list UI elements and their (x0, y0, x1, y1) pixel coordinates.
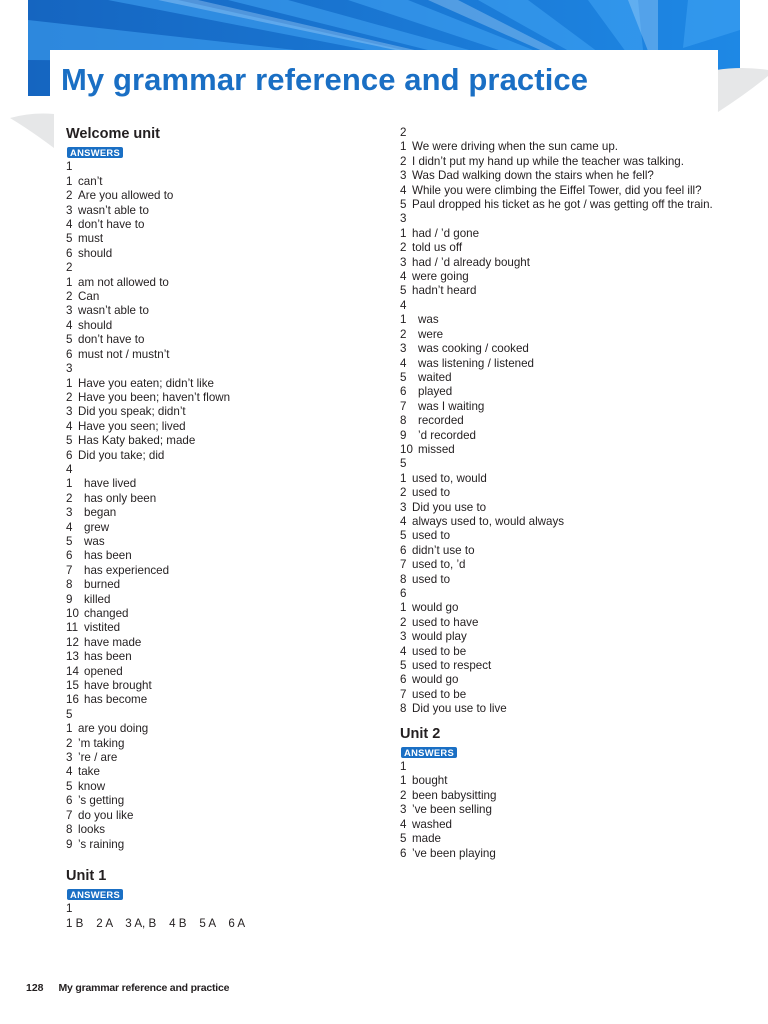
answer-item-text: ’ve been playing (412, 846, 496, 860)
answer-item (66, 693, 366, 707)
answer-item-number: 6 (66, 448, 73, 462)
answer-item-text: wasn’t able to (78, 203, 149, 217)
answer-item-number: 2 (400, 241, 407, 255)
answer-item-number: 2 (400, 327, 407, 341)
exercise-number: 5 (66, 707, 73, 721)
answer-item-number: 5 (66, 534, 73, 548)
answer-item-text: vistited (84, 621, 121, 635)
answer-item-number: 5 (66, 333, 73, 347)
unit-2-heading: Unit 2 (400, 725, 441, 742)
answer-item-number: 1 (66, 376, 73, 390)
unit-1-heading: Unit 1 (66, 867, 107, 884)
answer-item (400, 832, 730, 846)
answer-item (400, 414, 730, 428)
answer-item-number: 9 (66, 837, 73, 851)
answer-item-number: 1 (400, 226, 407, 240)
answer-item-number: 5 (400, 659, 407, 673)
answer-item-number: 3 (66, 751, 73, 765)
answer-item (400, 400, 730, 414)
answer-item (400, 673, 730, 687)
answer-item-number: 3 (66, 203, 73, 217)
answer-item (66, 204, 366, 218)
answer-item (400, 429, 730, 443)
answer-item-number: 15 (66, 679, 79, 693)
page-number: 128 (26, 982, 44, 994)
answer-item (66, 737, 366, 751)
answer-item (400, 601, 730, 615)
answer-item-text: would play (412, 630, 467, 644)
answer-item (66, 247, 366, 261)
answer-item-number: 6 (66, 347, 73, 361)
answer-item-text: should (78, 318, 113, 332)
answer-item-number: 5 (66, 232, 73, 246)
answer-item-text: Did you use to (412, 500, 487, 514)
answer-item-number: 2 (400, 486, 407, 500)
answer-item (66, 549, 366, 563)
answer-item-text: used to have (412, 615, 479, 629)
answer-item-text: We were driving when the sun came up. (412, 140, 619, 154)
answer-item-number: 2 (400, 615, 407, 629)
answer-item-text: has been (84, 650, 132, 664)
answer-item-number: 11 (66, 621, 79, 635)
answer-item-number: 2 (66, 189, 73, 203)
answer-item-number: 4 (66, 318, 73, 332)
answer-item-number: 10 (400, 442, 413, 456)
answer-item-text: should (78, 246, 113, 260)
answer-item-number: 16 (66, 693, 79, 707)
answer-item (66, 607, 366, 621)
answer-item-number: 3 (66, 506, 73, 520)
left-page-curl (10, 108, 54, 148)
answer-item-text: used to be (412, 644, 467, 658)
answer-item-number: 3 (66, 304, 73, 318)
exercise-number: 4 (66, 462, 73, 476)
answer-item (66, 665, 366, 679)
unit-2-exercises (400, 760, 730, 861)
right-page-curl (716, 66, 768, 114)
answer-item-text: I didn’t put my hand up while the teacher was talking. (412, 154, 684, 168)
answer-item (66, 809, 366, 823)
page-title: My grammar reference and practice (61, 62, 589, 97)
answer-item-text: recorded (418, 414, 464, 428)
answer-item-number: 4 (400, 644, 407, 658)
answer-item-text: missed (418, 442, 455, 456)
answer-item-text: killed (84, 592, 111, 606)
answer-item-number: 6 (66, 549, 73, 563)
answer-item (400, 284, 730, 298)
answer-item-number: 6 (66, 246, 73, 260)
answer-item-text: was cooking / cooked (418, 342, 529, 356)
answer-item (400, 573, 730, 587)
answers-badge: ANSWERS (401, 747, 457, 758)
answer-item-number: 7 (400, 687, 407, 701)
answer-item (66, 391, 366, 405)
answer-item-number: 1 (66, 174, 73, 188)
answer-item-text: Have you eaten; didn’t like (78, 376, 214, 390)
answer-item-text: began (84, 506, 117, 520)
answer-item-text: Did you speak; didn’t (78, 405, 186, 419)
answer-item-number: 8 (66, 578, 73, 592)
answer-item (66, 535, 366, 549)
answer-item-text: always used to, would always (412, 514, 565, 528)
answer-item-number: 1 (400, 471, 407, 485)
answer-item (66, 420, 366, 434)
left-column (66, 124, 366, 931)
welcome-unit-heading: Welcome unit (66, 126, 160, 142)
answer-item (400, 256, 730, 270)
answer-item-text: was (418, 313, 439, 327)
answer-item (400, 371, 730, 385)
answer-item-text: Did you take; did (78, 448, 165, 462)
answer-item (66, 449, 366, 463)
answer-item (66, 578, 366, 592)
answer-item (400, 198, 730, 212)
answer-item-text: Can (78, 290, 100, 304)
answer-item-text: take (78, 765, 100, 779)
answer-item-number: 2 (400, 154, 407, 168)
answer-item (400, 241, 730, 255)
answer-item-number: 6 (400, 846, 407, 860)
answer-item-text: made (412, 832, 442, 846)
answer-item-text: opened (84, 664, 123, 678)
answer-item-text: wasn’t able to (78, 304, 149, 318)
answer-item-text: were (418, 327, 444, 341)
answer-item-number: 3 (66, 405, 73, 419)
answer-item-number: 2 (400, 788, 407, 802)
answer-item (66, 348, 366, 362)
answer-item (66, 319, 366, 333)
answer-item-number: 10 (66, 607, 79, 620)
answer-item-text: can’t (78, 174, 103, 188)
answer-item (400, 227, 730, 241)
answer-item-text: has only been (84, 491, 157, 505)
answer-item-number: 2 (66, 390, 73, 404)
answer-item-number: 9 (66, 592, 73, 606)
answer-item (66, 232, 366, 246)
answer-item-text: don’t have to (78, 333, 145, 347)
answer-item (66, 434, 366, 448)
answer-item-number: 4 (400, 817, 407, 831)
answer-item-text: have brought (84, 679, 152, 693)
answer-item-text: used to respect (412, 659, 492, 673)
answer-item-number: 5 (400, 529, 407, 543)
answer-item-number: 3 (400, 255, 407, 269)
answer-item-number: 1 (400, 313, 407, 327)
answer-item-text: waited (418, 370, 452, 384)
answer-item-text: are you doing (78, 722, 149, 736)
right-column (400, 126, 730, 861)
answer-item-number: 8 (400, 572, 407, 586)
answer-item (66, 276, 366, 290)
answer-item (400, 270, 730, 284)
answer-item-number: 2 (66, 736, 73, 750)
answer-item-number: 1 (66, 722, 73, 736)
answer-item-text: Was Dad walking down the stairs when he fell? (412, 169, 654, 183)
answer-item-text: had / ’d gone (412, 226, 480, 240)
answer-item-number: 4 (400, 356, 407, 370)
answer-item-number: 5 (400, 284, 407, 298)
answer-item (400, 169, 730, 183)
answer-item-text: ’re / are (78, 751, 118, 765)
answer-item (400, 140, 730, 154)
answer-item-text: hadn’t heard (412, 284, 477, 298)
answer-item-text: ’s getting (78, 794, 125, 808)
answer-item (400, 659, 730, 673)
answer-item-number: 13 (66, 650, 79, 664)
answer-item (400, 818, 730, 832)
answer-item (400, 616, 730, 630)
answer-item (66, 477, 366, 491)
answer-item-text: played (418, 385, 453, 399)
answer-item-text: Have you been; haven’t flown (78, 390, 231, 404)
answer-item-text: was listening / listened (418, 356, 534, 370)
answer-item-number: 5 (400, 832, 407, 846)
answer-item (400, 645, 730, 659)
answer-item-text: have made (84, 635, 142, 649)
answer-item (66, 290, 366, 304)
exercise-number: 3 (400, 212, 407, 226)
answer-item (66, 377, 366, 391)
answer-item-text: must not / mustn’t (78, 347, 170, 361)
answer-item-text: While you were climbing the Eiffel Tower, did you feel ill? (412, 183, 702, 197)
answer-item (66, 765, 366, 779)
answer-item-number: 4 (66, 419, 73, 433)
answer-item-number: 8 (66, 823, 73, 837)
answer-item-text: used to (412, 529, 451, 543)
exercise-number: 4 (400, 298, 407, 312)
answer-item (66, 521, 366, 535)
answer-item (400, 803, 730, 817)
answer-item-text: am not allowed to (78, 275, 169, 289)
answer-item-text: ’m taking (78, 736, 125, 750)
answer-item-text: been babysitting (412, 788, 497, 802)
answer-item (400, 342, 730, 356)
multiple-choice-answers: 1 B 2 A 3 A, B 4 B 5 A 6 A (66, 916, 246, 930)
answer-item (66, 189, 366, 203)
answer-item (66, 492, 366, 506)
answer-item (400, 630, 730, 644)
answer-item-number: 1 (400, 140, 407, 154)
answer-item (66, 650, 366, 664)
answer-item-number: 4 (66, 218, 73, 232)
answer-item-text: used to (412, 486, 451, 500)
answer-item-number: 7 (400, 558, 407, 572)
answer-item (400, 774, 730, 788)
answer-item (66, 679, 366, 693)
answer-item (400, 328, 730, 342)
answer-item-number: 3 (400, 500, 407, 514)
answer-item-number: 6 (400, 385, 407, 399)
answer-item-number: 14 (66, 664, 79, 678)
answer-item-text: would go (412, 601, 459, 615)
answer-item (66, 780, 366, 794)
answer-item-number: 7 (66, 808, 73, 822)
exercise-number: 1 (66, 160, 73, 174)
answer-item-number: 5 (66, 434, 73, 448)
answer-item-text: used to, would (412, 471, 487, 485)
footer-title: My grammar reference and practice (58, 982, 230, 994)
answer-item (400, 789, 730, 803)
answer-item-text: grew (84, 520, 110, 534)
answer-item-text: didn’t use to (412, 543, 475, 557)
answer-item-number: 8 (400, 414, 407, 428)
answer-item (66, 405, 366, 419)
exercise-number: 5 (400, 457, 407, 471)
answer-item-text: used to be (412, 687, 467, 701)
answer-item-number: 1 (400, 601, 407, 615)
exercise-number: 3 (66, 362, 73, 376)
answer-item-text: Has Katy baked; made (78, 434, 196, 448)
answer-item (66, 636, 366, 650)
answer-item-text: has been (84, 549, 132, 563)
answer-item (66, 506, 366, 520)
answer-item (66, 593, 366, 607)
answer-item (400, 357, 730, 371)
answer-item-text: was (84, 534, 105, 548)
answers-badge: ANSWERS (67, 889, 123, 900)
exercise-number: 1 (400, 760, 407, 774)
answer-item-text: has experienced (84, 563, 170, 577)
answer-item-number: 4 (66, 520, 73, 534)
answer-item-number: 4 (400, 514, 407, 528)
answer-item-number: 1 (66, 275, 73, 289)
answer-item-text: has become (84, 693, 148, 707)
exercise-number: 1 (66, 902, 73, 916)
answer-item-text: bought (412, 774, 448, 788)
answer-item (400, 313, 730, 327)
answer-item-number: 1 (400, 774, 407, 788)
exercise-number: 2 (66, 261, 73, 275)
answer-item-number: 4 (66, 765, 73, 779)
answer-item (400, 184, 730, 198)
answer-item-text: washed (412, 817, 452, 831)
answer-item-text: told us off (412, 241, 463, 255)
answer-item (66, 838, 366, 852)
answer-item-text: would go (412, 673, 459, 687)
answer-item-number: 5 (66, 779, 73, 793)
answer-item (400, 443, 730, 457)
exercise-number: 6 (400, 587, 407, 600)
answer-item (400, 688, 730, 702)
page-footer (26, 982, 229, 994)
answer-item (400, 501, 730, 515)
answer-item-number: 3 (400, 630, 407, 644)
answer-item (400, 515, 730, 529)
answer-item (400, 472, 730, 486)
answer-item-number: 7 (66, 563, 73, 577)
answer-item-text: ’d recorded (418, 428, 477, 442)
answer-item (66, 722, 366, 736)
answer-item (66, 304, 366, 318)
answer-item-text: ’s raining (78, 837, 125, 851)
exercise-number: 2 (400, 126, 407, 139)
answer-item-number: 9 (400, 428, 407, 442)
answer-item-text: Are you allowed to (78, 189, 174, 203)
answer-item-number: 6 (400, 673, 407, 687)
answers-badge: ANSWERS (67, 147, 123, 158)
answer-item (66, 751, 366, 765)
answer-item (66, 218, 366, 232)
answer-item-text: Did you use to live (412, 702, 507, 716)
answer-item-text: Have you seen; lived (78, 419, 186, 433)
answer-item-number: 2 (66, 491, 73, 505)
answer-item-text: was I waiting (418, 399, 485, 413)
answer-item-text: were going (412, 270, 469, 284)
answer-item (66, 175, 366, 189)
answer-item-text: used to (412, 572, 451, 586)
answer-item (400, 385, 730, 399)
answer-item-text: don’t have to (78, 218, 145, 232)
answer-item (66, 794, 366, 808)
answer-item-number: 8 (400, 702, 407, 716)
answer-item-number: 4 (400, 183, 407, 197)
answer-item (66, 823, 366, 837)
answer-item (400, 486, 730, 500)
answer-item-text: changed (84, 607, 129, 620)
answer-item-number: 4 (400, 270, 407, 284)
answer-item-text: Paul dropped his ticket as he got / was getting off the train. (412, 198, 713, 212)
answer-item-number: 1 (66, 477, 73, 491)
answer-item (400, 847, 730, 861)
answer-item (400, 529, 730, 543)
answer-item (400, 155, 730, 169)
answer-item-number: 7 (400, 399, 407, 413)
answer-item-number: 2 (66, 290, 73, 304)
answer-item-text: burned (84, 578, 121, 592)
answer-item (66, 621, 366, 635)
answer-item-text: must (78, 232, 104, 246)
answer-item-text: had / ’d already bought (412, 255, 530, 269)
answer-item (400, 702, 730, 716)
answer-item-text: know (78, 779, 106, 793)
answer-item-number: 3 (400, 803, 407, 817)
answer-item-text: used to, ’d (412, 558, 466, 572)
answer-item (400, 558, 730, 572)
answer-item (400, 544, 730, 558)
answer-item-number: 6 (66, 794, 73, 808)
answer-item-text: ’ve been selling (412, 803, 492, 817)
answer-item-number: 5 (400, 198, 407, 212)
answer-item (66, 564, 366, 578)
welcome-exercises (66, 160, 366, 852)
answer-item-number: 3 (400, 342, 407, 356)
answer-item-text: looks (78, 823, 106, 837)
answer-item-number: 12 (66, 635, 79, 649)
unit-1-continued-exercises (400, 126, 730, 717)
answer-item-number: 6 (400, 543, 407, 557)
answer-item-text: have lived (84, 477, 137, 491)
answer-item-number: 3 (400, 169, 407, 183)
answer-item (66, 333, 366, 347)
answer-item-number: 5 (400, 370, 407, 384)
answer-item-text: do you like (78, 808, 134, 822)
